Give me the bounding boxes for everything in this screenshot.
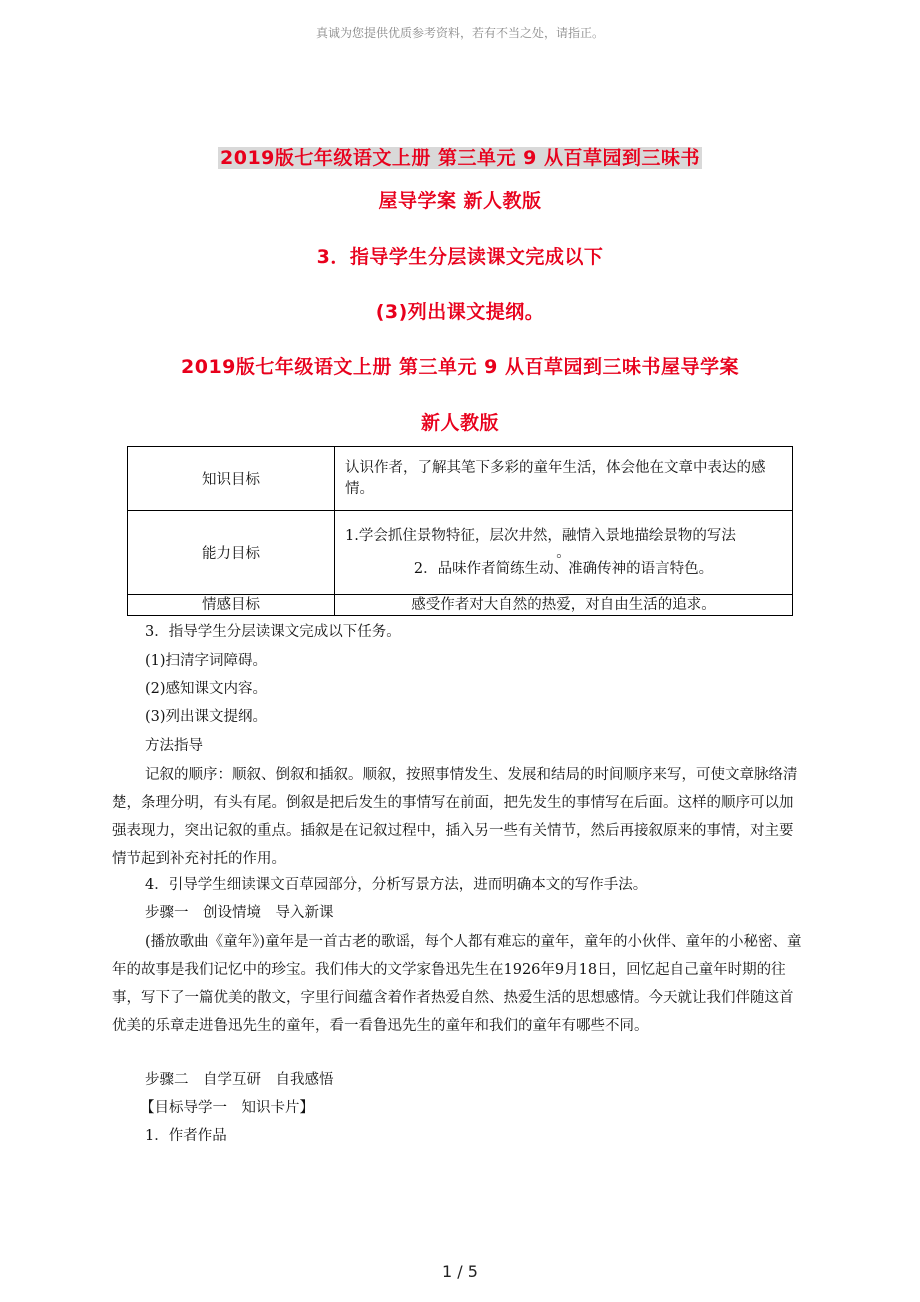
body-line: (2)感知课文内容。 <box>145 681 268 697</box>
title-highlight: 2019版七年级语文上册 第三单元 9 从百草园到三味书 <box>220 147 700 169</box>
goals-row-emotion <box>128 595 793 616</box>
body-line: (3)列出课文提纲。 <box>145 709 268 725</box>
goals-row-ability <box>128 511 793 595</box>
body-paragraph: (播放歌曲《童年》)童年是一首古老的歌谣，每个人都有难忘的童年，童年的小伙伴、童年的小秘密、童年的故事是我们记忆中的珍宝。我们伟大的文学家鲁迅先生在1926年9月18日，回忆起自己童年时期的往事，写下了一篇优美的散文，字里行间蕴含着作者热爱自然、热爱生活的思想感情。今天就让我们伴随这首优美的乐章走进鲁迅先生的童年，看一看鲁迅先生的童年和我们的童年有哪些不同。 <box>112 934 802 1034</box>
goals-row-knowledge <box>128 447 793 511</box>
header-note: 真诚为您提供优质参考资料，若有不当之处，请指正。 <box>315 26 604 40</box>
body-line: 4．引导学生细读课文百草园部分，分析写景方法，进而明确本文的写作手法。 <box>145 877 648 893</box>
goal-text: 认识作者，了解其笔下多彩的童年生活，体会他在文章中表达的感情。 <box>335 447 793 511</box>
title-line-1 <box>0 143 920 170</box>
title-line-4: (3)列出课文提纲。 <box>375 301 545 323</box>
goal-text-line2: 2．品味作者简练生动、准确传神的语言特色。 <box>413 560 714 577</box>
title-line-2: 屋导学案 新人教版 <box>378 190 542 212</box>
body-line: 3．指导学生分层读课文完成以下任务。 <box>145 624 401 640</box>
goal-label: 知识目标 <box>128 447 335 511</box>
body-line: 步骤一 创设情境 导入新课 <box>145 905 334 921</box>
body-paragraph: 记叙的顺序：顺叙、倒叙和插叙。顺叙，按照事情发生、发展和结局的时间顺序来写，可使文章脉络清楚，条理分明，有头有尾。倒叙是把后发生的事情写在前面，把先发生的事情写在后面。这样的顺序可以加强表现力，突出记叙的重点。插叙是在记叙过程中，插入另一些有关情节，然后再接叙原来的事情，对主要情节起到补充衬托的作用。 <box>112 767 798 867</box>
goal-text <box>335 511 793 595</box>
page-number: 1 / 5 <box>442 1262 478 1281</box>
goal-label: 情感目标 <box>128 595 335 616</box>
body-line: 方法指导 <box>145 738 203 754</box>
title-line-3: 3．指导学生分层读课文完成以下 <box>316 246 604 268</box>
goals-table <box>127 446 793 616</box>
goal-text-line1: 1.学会抓住景物特征，层次井然，融情入景地描绘景物的写法 <box>345 527 736 544</box>
body-line: 步骤二 自学互研 自我感悟 <box>145 1072 334 1088</box>
body-line: 1．作者作品 <box>145 1128 227 1144</box>
goal-text: 感受作者对大自然的热爱，对自由生活的追求。 <box>335 595 793 616</box>
goal-label: 能力目标 <box>128 511 335 595</box>
goal-text-line1-end: 。 <box>556 544 571 561</box>
body-line: 【目标导学一 知识卡片】 <box>140 1100 314 1116</box>
title-line-6: 新人教版 <box>420 412 499 434</box>
body-line: (1)扫清字词障碍。 <box>145 653 268 669</box>
title-line-5: 2019版七年级语文上册 第三单元 9 从百草园到三味书屋导学案 <box>181 356 739 378</box>
